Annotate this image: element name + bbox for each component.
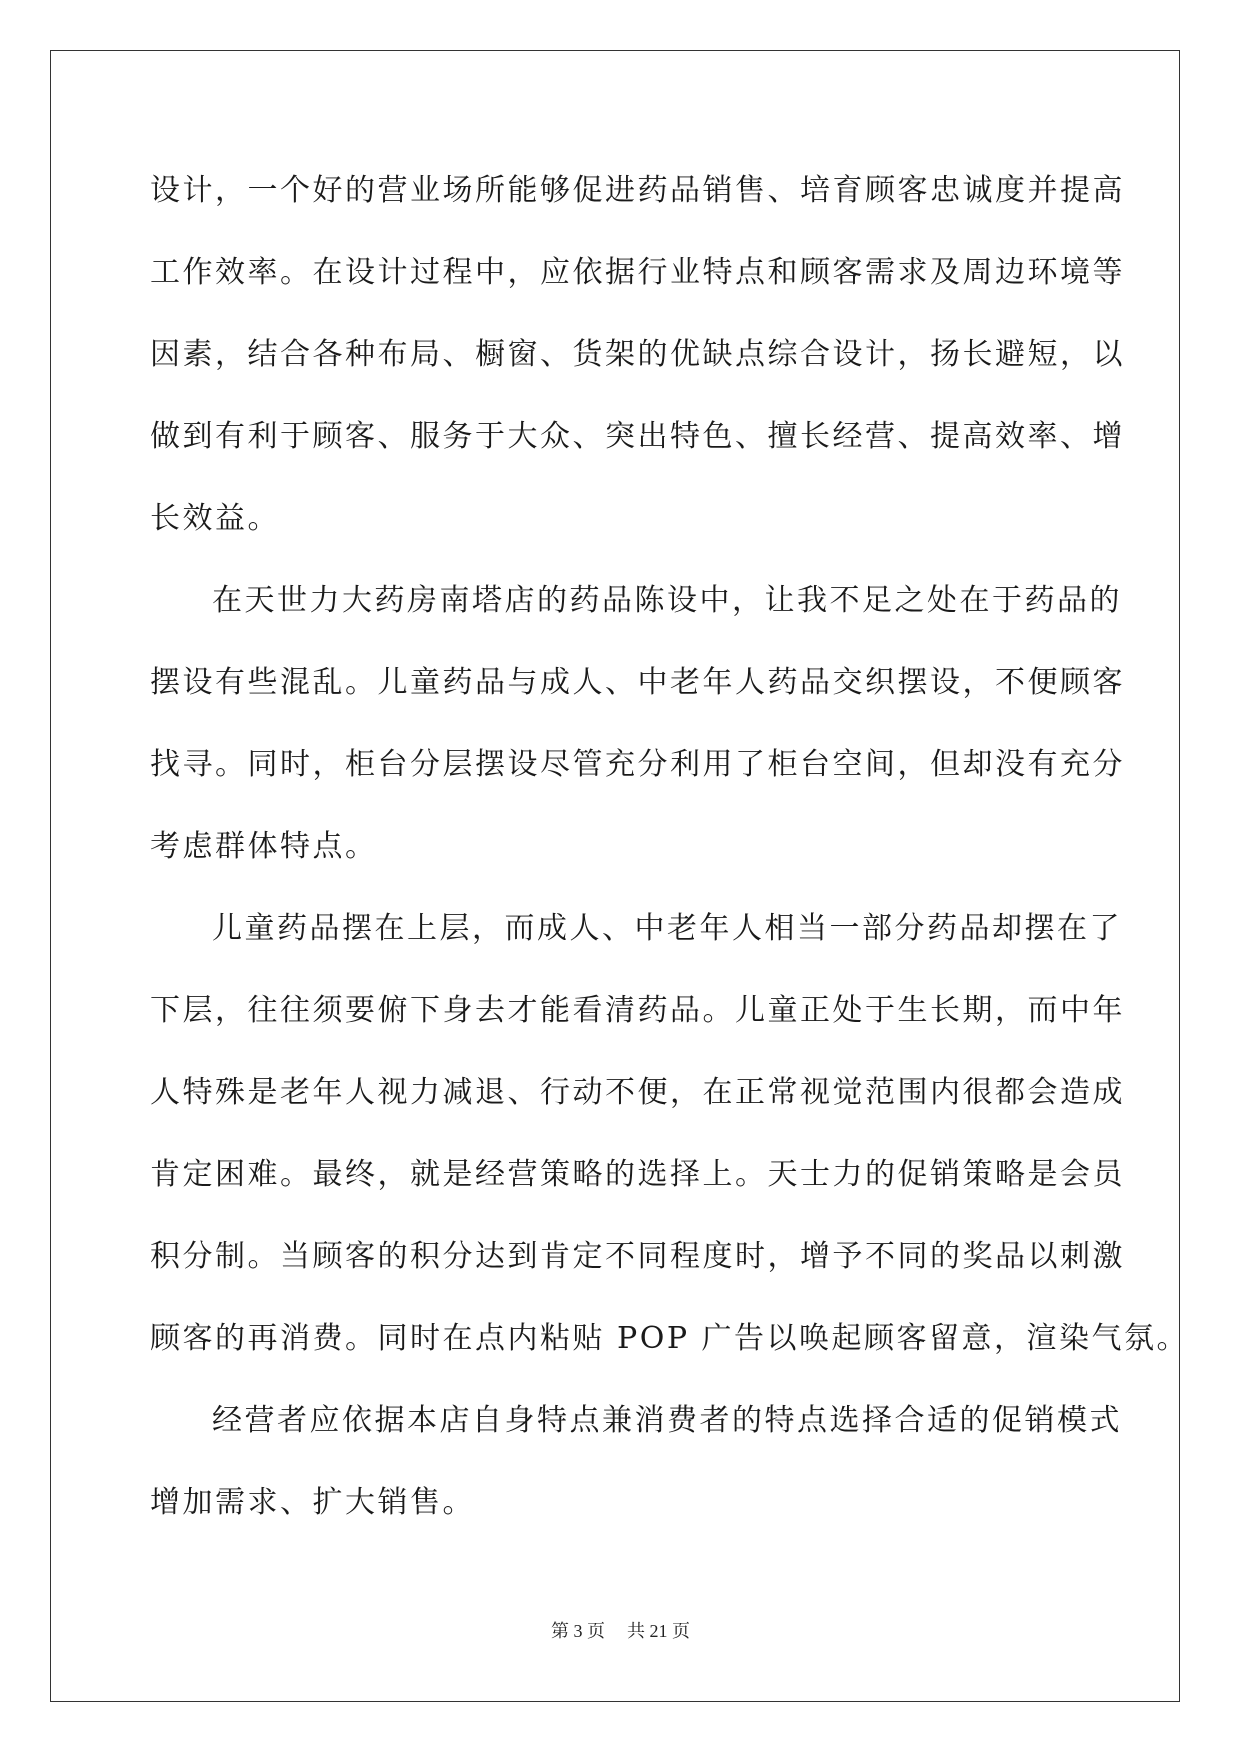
text-line: 积分制。当顾客的积分达到肯定不同程度时，增予不同的奖品以刺激 <box>150 1239 1125 1274</box>
text-line: 摆设有些混乱。儿童药品与成人、中老年人药品交织摆设，不便顾客 <box>150 665 1125 700</box>
text-line: 在天世力大药房南塔店的药品陈设中，让我不足之处在于药品的 <box>212 583 1122 618</box>
page-footer <box>0 1617 1241 1643</box>
paragraph <box>150 560 1125 888</box>
text-line: 设计，一个好的营业场所能够促进药品销售、培育顾客忠诚度并提高 <box>150 173 1125 208</box>
text-line: 考虑群体特点。 <box>150 829 378 864</box>
text-line: 人特殊是老年人视力减退、行动不便，在正常视觉范围内很都会造成 <box>150 1075 1125 1110</box>
text-line: 下层，往往须要俯下身去才能看清药品。儿童正处于生长期，而中年 <box>150 993 1125 1028</box>
page-number: 第 3 页 <box>551 1621 605 1641</box>
text-line: 找寻。同时，柜台分层摆设尽管充分利用了柜台空间，但却没有充分 <box>150 747 1125 782</box>
text-line: 做到有利于顾客、服务于大众、突出特色、擅长经营、提高效率、增 <box>150 419 1125 454</box>
text-line: 儿童药品摆在上层，而成人、中老年人相当一部分药品却摆在了 <box>212 911 1122 946</box>
page-total: 共 21 页 <box>627 1621 690 1641</box>
text-line: 因素，结合各种布局、橱窗、货架的优缺点综合设计，扬长避短，以 <box>150 337 1125 372</box>
paragraph <box>150 1380 1122 1544</box>
paragraph <box>150 888 1190 1380</box>
paragraph <box>150 150 1125 560</box>
text-line: 经营者应依据本店自身特点兼消费者的特点选择合适的促销模式 <box>212 1403 1122 1438</box>
text-line: 增加需求、扩大销售。 <box>150 1485 475 1520</box>
text-line: 顾客的再消费。同时在点内粘贴 POP 广告以唤起顾客留意，渲染气氛。 <box>150 1321 1190 1356</box>
document-body <box>150 150 1190 1544</box>
text-line: 长效益。 <box>150 501 280 536</box>
text-line: 肯定困难。最终，就是经营策略的选择上。天士力的促销策略是会员 <box>150 1157 1125 1192</box>
text-line: 工作效率。在设计过程中，应依据行业特点和顾客需求及周边环境等 <box>150 255 1125 290</box>
